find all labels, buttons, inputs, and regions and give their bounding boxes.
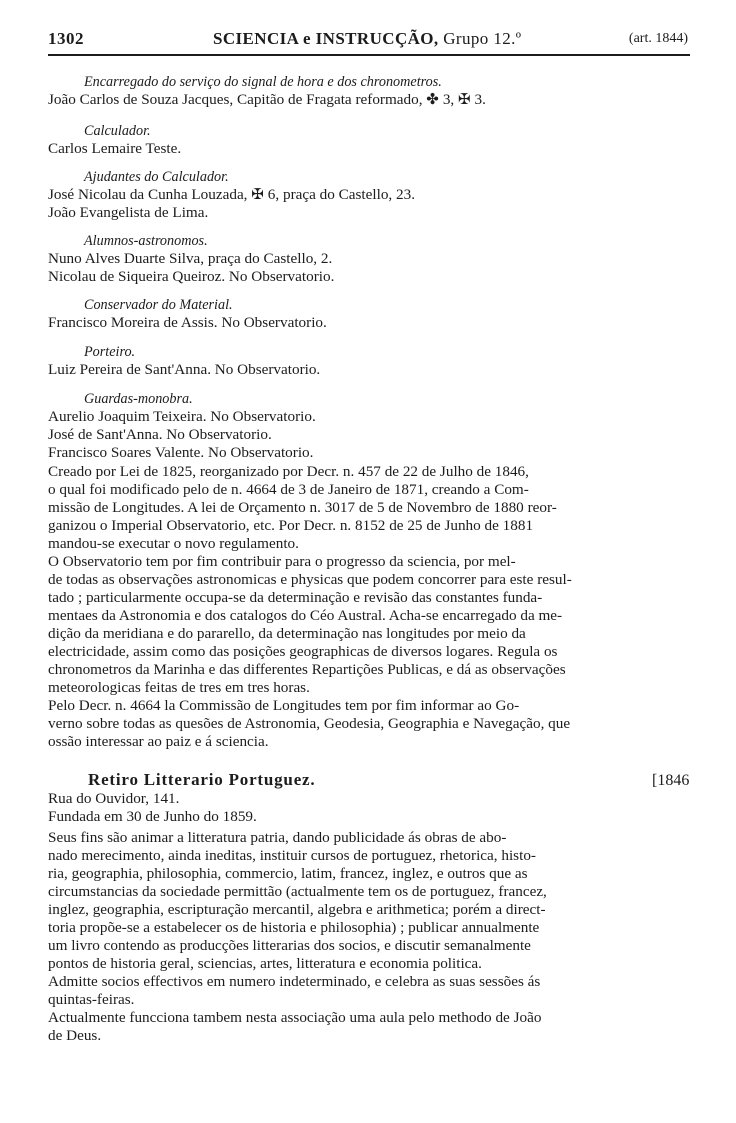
staff-line: Francisco Moreira de Assis. No Observatorio. xyxy=(48,314,327,331)
body-line: Creado por Lei de 1825, reorganizado por Decr. n. 457 de 22 de Julho de 1846, xyxy=(48,463,529,480)
running-title xyxy=(213,26,521,52)
role-heading: Calculador. xyxy=(84,123,151,139)
role-heading: Conservador do Material. xyxy=(84,297,233,313)
page-header xyxy=(48,26,690,56)
body-line: missão de Longitudes. A lei de Orçamento n. 3017 de 5 de Novembro de 1880 reor- xyxy=(48,499,557,516)
body-line: quintas-feiras. xyxy=(48,991,135,1008)
role-heading: Guardas-monobra. xyxy=(84,391,193,407)
body-line: verno sobre todas as quesões de Astronomia, Geodesia, Geographia e Navegação, que xyxy=(48,715,571,732)
body-line: de Deus. xyxy=(48,1027,102,1044)
staff-line: Carlos Lemaire Teste. xyxy=(48,140,182,157)
staff-line: José de Sant'Anna. No Observatorio. xyxy=(48,426,272,443)
staff-line: Luiz Pereira de Sant'Anna. No Observatorio. xyxy=(48,361,321,378)
article-reference: (art. 1844) xyxy=(628,31,688,46)
role-heading: Porteiro. xyxy=(84,344,136,360)
body-line: toria propõe-se a estabelecer os de historia e philosophia) ; publicar annualmente xyxy=(48,919,540,936)
staff-line: Nuno Alves Duarte Silva, praça do Castello, 2. xyxy=(48,250,333,267)
body-line: inglez, geographia, escripturação mercantil, algebra e arithmetica; porém a direct- xyxy=(48,901,546,918)
body-line: nado merecimento, ainda ineditas, instituir cursos de portuguez, rhetorica, histo- xyxy=(48,847,536,864)
body-line: de todas as observações astronomicas e physicas que podem concorrer para este resul- xyxy=(48,571,572,588)
body-line: mentaes da Astronomia e dos catalogos do Céo Austral. Acha-se encarregado da me- xyxy=(48,607,563,624)
body-line: circumstancias da sociedade permittão (actualmente tem os de portuguez, francez, xyxy=(48,883,547,900)
body-line: o qual foi modificado pelo de n. 4664 de 3 de Janeiro de 1871, creando a Com- xyxy=(48,481,529,498)
staff-line: João Carlos de Souza Jacques, Capitão de Fragata reformado, ✤ 3, ✠ 3. xyxy=(48,91,486,108)
body-line: Actualmente funcciona tambem nesta associação uma aula pelo methodo de João xyxy=(48,1009,542,1026)
body-line: ria, geographia, philosophia, commercio, latim, francez, inglez, e outros que as xyxy=(48,865,528,882)
body-line: tado ; particularmente occupa-se da determinação e revisão das constantes funda- xyxy=(48,589,543,606)
body-line: meteorologicas feitas de tres em tres horas. xyxy=(48,679,310,696)
role-heading: Ajudantes do Calculador. xyxy=(84,169,229,185)
role-heading: Alumnos-astronomos. xyxy=(84,233,208,249)
body-line: chronometros da Marinha e das differentes Repartições Publicas, e dá as observações xyxy=(48,661,566,678)
body-line: mandou-se executar o novo regulamento. xyxy=(48,535,299,552)
body-line: O Observatorio tem por fim contribuir para o progresso da sciencia, por mel- xyxy=(48,553,516,570)
body-line: electricidade, assim como das posições geographicas de diversos logares. Regula os xyxy=(48,643,558,660)
running-title-bold: SCIENCIA e INSTRUCÇÃO, xyxy=(213,29,439,48)
body-line: Admitte socios effectivos em numero indeterminado, e celebra as suas sessões ás xyxy=(48,973,541,990)
section-title: Retiro Litterario Portuguez. xyxy=(88,770,316,789)
body-line: Pelo Decr. n. 4664 la Commissão de Longitudes tem por fim informar ao Go- xyxy=(48,697,520,714)
staff-line: João Evangelista de Lima. xyxy=(48,204,209,221)
staff-line: Francisco Soares Valente. No Observatorio. xyxy=(48,444,314,461)
body-line: dição da meridiana e do pararello, da determinação nas longitudes por meio da xyxy=(48,625,526,642)
section-year: [1846 xyxy=(652,772,690,789)
body-line: pontos de historia geral, sciencias, artes, litteratura e economia politica. xyxy=(48,955,482,972)
body-line: Seus fins são animar a litteratura patria, dando publicidade ás obras de abo- xyxy=(48,829,507,846)
founded-line: Fundada em 30 de Junho do 1859. xyxy=(48,808,257,825)
running-title-group: Grupo 12.º xyxy=(443,29,522,48)
role-heading: Encarregado do serviço do signal de hora e dos chronometros. xyxy=(84,74,442,90)
page-number: 1302 xyxy=(48,29,84,48)
staff-line: Aurelio Joaquim Teixeira. No Observatorio. xyxy=(48,408,316,425)
body-line: ossão interessar ao paiz e á sciencia. xyxy=(48,733,269,750)
staff-line: Nicolau de Siqueira Queiroz. No Observatorio. xyxy=(48,268,335,285)
address-line: Rua do Ouvidor, 141. xyxy=(48,790,180,807)
body-line: um livro contendo as producções litterarias dos socios, e discutir semanalmente xyxy=(48,937,531,954)
staff-line: José Nicolau da Cunha Louzada, ✠ 6, praça do Castello, 23. xyxy=(48,186,415,203)
body-line: ganizou o Imperial Observatorio, etc. Por Decr. n. 8152 de 25 de Junho de 1881 xyxy=(48,517,534,534)
